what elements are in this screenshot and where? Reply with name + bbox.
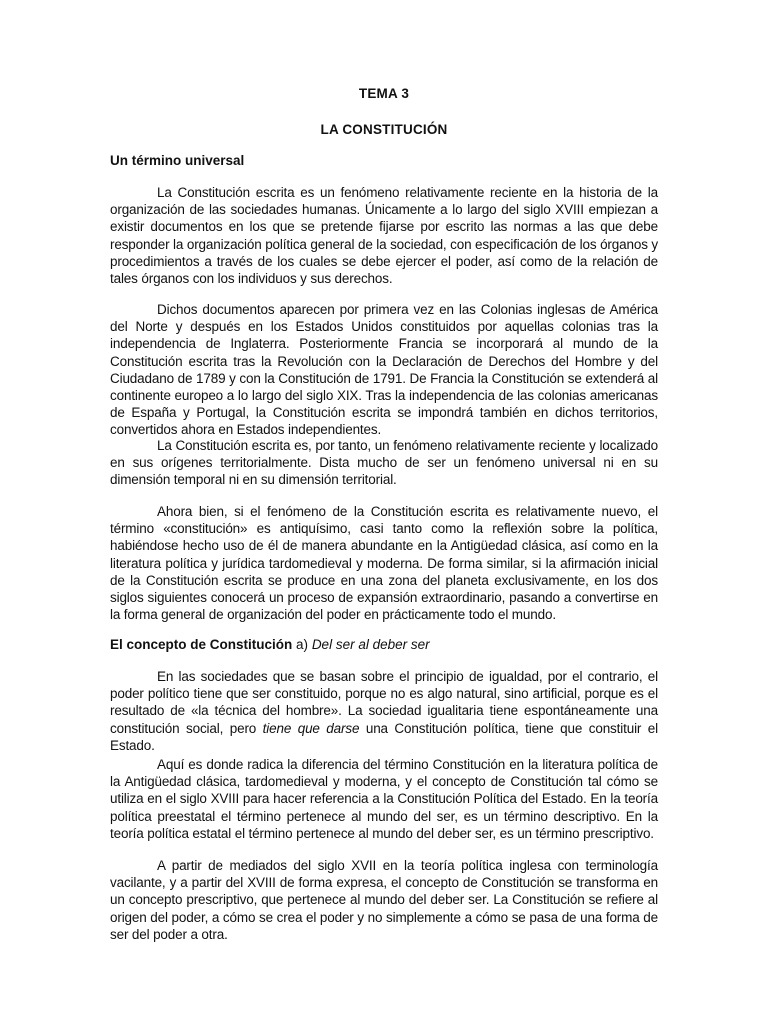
paragraph-5-part-a: En las sociedades que se basan sobre el principio de igualdad, por el contrario, el poder político tiene que ser constituido, porque no es algo natural, sino artificial, porque es el resultado de «la técnica del hombre». La sociedad igualitaria tiene espontáneamente una constitución social, pero: [110, 669, 658, 736]
paragraph-5-emphasis: tiene que darse: [262, 720, 360, 736]
section-heading-concept-label: El concepto de Constitución: [110, 637, 293, 652]
section-heading-concept: [110, 637, 430, 652]
paragraph-5: [110, 668, 658, 754]
subsection-title: Del ser al deber ser: [311, 637, 430, 652]
document-title: LA CONSTITUCIÓN: [320, 122, 448, 137]
document-page: [110, 0, 658, 1024]
paragraph-7: A partir de mediados del siglo XVII en la teoría política inglesa con terminología vacilante, y a partir del XVIII de forma expresa, el concepto de Constitución se transforma en un concepto prescriptivo, que pertenece al mundo del deber ser. La Constitución se refiere al origen del poder, a cómo se crea el poder y no simplemente a cómo se pasa de una forma de ser del poder a otra.: [110, 858, 658, 942]
paragraph-2: Dichos documentos aparecen por primera vez en las Colonias inglesas de América del Norte y después en los Estados Unidos constituidos por aquellas colonias tras la independencia de Inglaterra. Posteriormente Francia se incorporará al mundo de la Constitución escrita tras la Revolución con la Declaración de Derechos del Hombre y del Ciudadano de 1789 y con la Constitución de 1791. De Francia la Constitución se extenderá al continente europeo a lo largo del siglo XIX. Tras la independencia de las colonias americanas de España y Portugal, la Constitución escrita se impondrá también en dichos territorios, convertidos ahora en Estados independientes.: [110, 302, 658, 438]
section-heading-universal-term: Un término universal: [110, 153, 245, 168]
paragraph-1: La Constitución escrita es un fenómeno relativamente reciente en la historia de la organización de las sociedades humanas. Únicamente a lo largo del siglo XVIII empiezan a existir documentos en los que se pretende fijarse por escrito las normas a las que debe responder la organización política general de la sociedad, con especificación de los órganos y procedimientos a través de los cuales se debe ejercer el poder, así como de la relación de tales órganos con los individuos y sus derechos.: [110, 185, 659, 287]
paragraph-6: Aquí es donde radica la diferencia del término Constitución en la literatura política de la Antigüedad clásica, tardomedieval y moderna, y el concepto de Constitución tal cómo se utiliza en el siglo XVIII para hacer referencia a la Constitución Política del Estado. En la teoría política preestatal el término pertenece al mundo del ser, es un término descriptivo. En la teoría política estatal el término pertenece al mundo del deber ser, es un término prescriptivo.: [110, 757, 658, 841]
paragraph-4: Ahora bien, si el fenómeno de la Constitución escrita es relativamente nuevo, el término «constitución» es antiquísimo, casi tanto como la reflexión sobre la política, habiéndose hecho uso de él de manera abundante en la Antigüedad clásica, así como en la literatura política y jurídica tardomedieval y moderna. De forma similar, si la afirmación inicial de la Constitución escrita se produce en una zona del planeta exclusivamente, en los dos siglos siguientes conocerá un proceso de expansión extraordinario, pasando a convertirse en la forma general de organización del poder en prácticamente todo el mundo.: [110, 504, 658, 623]
paragraph-5-part-b: una Constitución política, tiene que constituir el Estado.: [110, 720, 658, 753]
topic-number: TEMA 3: [358, 86, 410, 101]
subsection-marker: a): [296, 637, 309, 652]
paragraph-3: La Constitución escrita es, por tanto, un fenómeno relativamente reciente y localizado en sus orígenes territorialmente. Dista mucho de ser un fenómeno universal ni en su dimensión temporal ni en su dimensión territorial.: [110, 438, 658, 488]
